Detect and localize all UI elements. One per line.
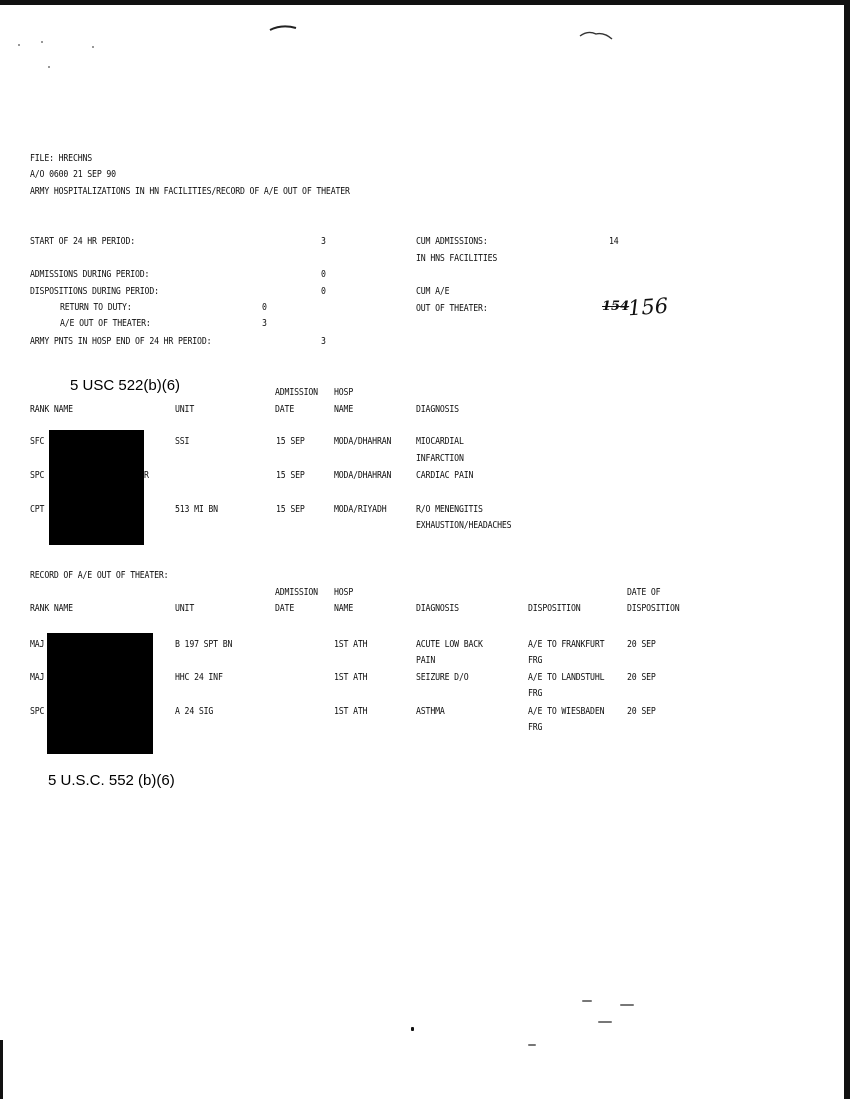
exemption-stamp-bottom: 5 U.S.C. 552 (b)(6): [48, 772, 175, 789]
ae-row3-rank: SPC: [30, 706, 45, 717]
ae-row2-hosp: 1ST ATH: [334, 672, 368, 683]
row2-hosp: MODA/DHAHRAN: [334, 470, 392, 481]
row3-diagnosis-2: EXHAUSTION/HEADACHES: [416, 520, 512, 531]
row3-rank: CPT: [30, 504, 45, 515]
row3-unit: 513 MI BN: [175, 504, 218, 515]
col-diagnosis-header: DIAGNOSIS: [416, 404, 459, 415]
ae-row2-disposition-2: FRG: [528, 688, 543, 699]
ae-row1-unit: B 197 SPT BN: [175, 639, 233, 650]
ae-row1-rank: MAJ: [30, 639, 45, 650]
col2-date-header: DATE: [275, 603, 295, 614]
scan-speck: [620, 1004, 634, 1006]
col-name-header: NAME: [334, 404, 354, 415]
ae-row1-diagnosis-2: PAIN: [416, 655, 436, 666]
return-to-duty-value: 0: [262, 302, 267, 313]
ae-out-label: A/E OUT OF THEATER:: [60, 318, 151, 329]
col2-name-header: NAME: [334, 603, 354, 614]
col-admission-header: ADMISSION: [275, 387, 318, 398]
cum-admissions-label: CUM ADMISSIONS:: [416, 236, 488, 247]
scan-speck: [598, 1021, 612, 1023]
file-name: FILE: HRECHNS: [30, 153, 93, 164]
start-period-value: 3: [321, 236, 326, 247]
scan-speck: [18, 44, 20, 46]
cum-ae-label: CUM A/E: [416, 286, 450, 297]
col2-diagnosis-header: DIAGNOSIS: [416, 603, 459, 614]
cum-ae-label-2: OUT OF THEATER:: [416, 303, 488, 314]
ae-out-value: 3: [262, 318, 267, 329]
scan-speck: [48, 66, 50, 68]
ae-row3-disposition-2: FRG: [528, 722, 543, 733]
row2-date: 15 SEP: [276, 470, 305, 481]
scan-speck: [582, 1000, 592, 1002]
row1-date: 15 SEP: [276, 436, 305, 447]
ae-row1-disposition-2: FRG: [528, 655, 543, 666]
row3-hosp: MODA/RIYADH: [334, 504, 387, 515]
redaction-block: [49, 430, 144, 545]
return-to-duty-label: RETURN TO DUTY:: [60, 302, 132, 313]
col2-date-of-header: DATE OF: [627, 587, 661, 598]
scan-speck: [411, 1027, 414, 1031]
ae-row1-hosp: 1ST ATH: [334, 639, 368, 650]
ae-row1-disposition-date: 20 SEP: [627, 639, 656, 650]
col2-rank-name-header: RANK NAME: [30, 603, 73, 614]
as-of-date: A/O 0600 21 SEP 90: [30, 169, 116, 180]
ae-row1-disposition: A/E TO FRANKFURT: [528, 639, 605, 650]
col-hosp-header: HOSP: [334, 387, 354, 398]
col2-admission-header: ADMISSION: [275, 587, 318, 598]
col-date-header: DATE: [275, 404, 295, 415]
ae-row1-diagnosis: ACUTE LOW BACK: [416, 639, 483, 650]
scan-edge-left: [0, 1040, 3, 1099]
row1-diagnosis-2: INFARCTION: [416, 453, 464, 464]
scan-speck: [41, 41, 43, 43]
row2-rank: SPC: [30, 470, 45, 481]
row2-diagnosis: CARDIAC PAIN: [416, 470, 474, 481]
scan-mark: [578, 28, 614, 42]
cum-admissions-label-2: IN HNS FACILITIES: [416, 253, 498, 264]
col2-hosp-header: HOSP: [334, 587, 354, 598]
ae-row3-hosp: 1ST ATH: [334, 706, 368, 717]
scan-speck: [528, 1044, 536, 1046]
handwritten-value: 156: [627, 293, 669, 321]
admissions-value: 0: [321, 269, 326, 280]
scan-speck: [92, 46, 94, 48]
dispositions-label: DISPOSITIONS DURING PERIOD:: [30, 286, 159, 297]
end-period-value: 3: [321, 336, 326, 347]
exemption-stamp: 5 USC 522(b)(6): [70, 377, 181, 394]
ae-row2-diagnosis: SEIZURE D/O: [416, 672, 469, 683]
col2-unit-header: UNIT: [175, 603, 195, 614]
end-period-label: ARMY PNTS IN HOSP END OF 24 HR PERIOD:: [30, 336, 212, 347]
col-unit-header: UNIT: [175, 404, 195, 415]
row2-name-fragment: R: [144, 470, 149, 481]
col-rank-name-header: RANK NAME: [30, 404, 73, 415]
ae-row3-diagnosis: ASTHMA: [416, 706, 445, 717]
row1-diagnosis: MIOCARDIAL: [416, 436, 464, 447]
ae-row3-disposition-date: 20 SEP: [627, 706, 656, 717]
row1-hosp: MODA/DHAHRAN: [334, 436, 392, 447]
row1-unit: SSI: [175, 436, 190, 447]
row3-diagnosis: R/O MENENGITIS: [416, 504, 483, 515]
admissions-label: ADMISSIONS DURING PERIOD:: [30, 269, 150, 280]
ae-row3-unit: A 24 SIG: [175, 706, 214, 717]
scan-edge-right: [844, 0, 850, 1099]
col2-date-disposition-header: DISPOSITION: [627, 603, 680, 614]
row3-date: 15 SEP: [276, 504, 305, 515]
scan-edge-top: [0, 0, 850, 5]
col2-disposition-header: DISPOSITION: [528, 603, 581, 614]
ae-row2-disposition-date: 20 SEP: [627, 672, 656, 683]
ae-row2-rank: MAJ: [30, 672, 45, 683]
ae-row2-unit: HHC 24 INF: [175, 672, 223, 683]
ae-row3-disposition: A/E TO WIESBADEN: [528, 706, 605, 717]
ae-row2-disposition: A/E TO LANDSTUHL: [528, 672, 605, 683]
handwritten-struck-value: 154: [602, 299, 630, 314]
dispositions-value: 0: [321, 286, 326, 297]
row1-rank: SFC: [30, 436, 45, 447]
cum-admissions-value: 14: [609, 236, 619, 247]
redaction-block: [47, 633, 153, 754]
scan-mark: [268, 22, 298, 34]
document-title: ARMY HOSPITALIZATIONS IN HN FACILITIES/RECORD OF A/E OUT OF THEATER: [30, 186, 350, 197]
start-period-label: START OF 24 HR PERIOD:: [30, 236, 136, 247]
record-ae-title: RECORD OF A/E OUT OF THEATER:: [30, 570, 169, 581]
